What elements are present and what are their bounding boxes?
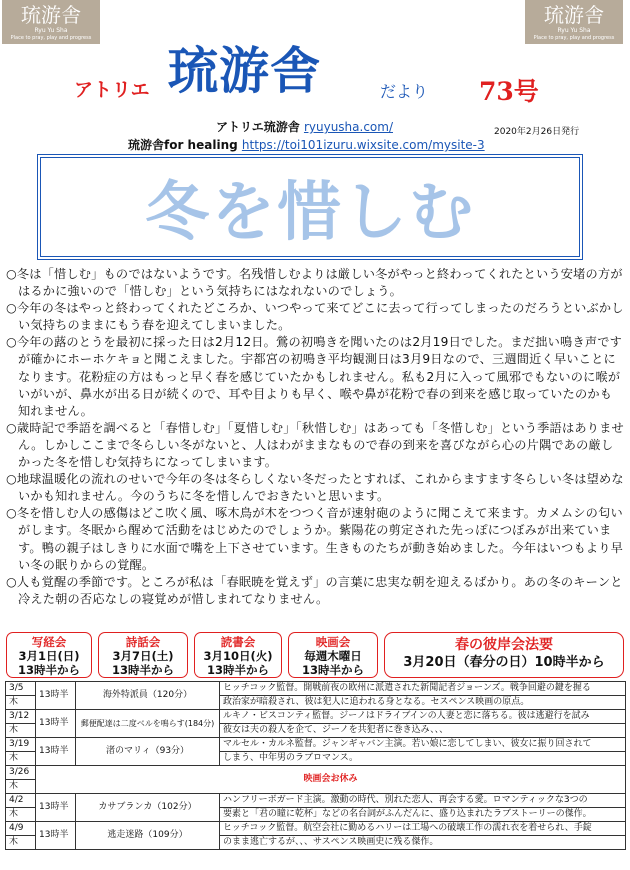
theme-box [40, 157, 580, 257]
logo-text: 琉游舎 [544, 3, 604, 27]
paragraph: ○人も覚醒の季節です。ところが私は「春眠暁を覚えず」の言葉に忠実な朝を迎えるばかり。あの冬のキーンと冷えた朝の否応なしの寝覚めが惜しまれてなりません。 [6, 574, 623, 606]
paragraph: ○冬を惜しむ人の感傷はどこ吹く風、啄木鳥が木をつつく音が速射砲のように聞こえて来ます。カメムシの匂いがします。冬眠から醒めて活動をはじめたのでしょうか。紫陽花の剪定された先っぽにつぼみが出来ています。鴨の親子はしきりに水面で嘴を上下させています。生きものたちが動き始めました。今年はいつもより早い冬の眠りからの覚醒。 [6, 506, 624, 572]
atelier-label: アトリエ琉游舎 [216, 120, 304, 134]
event-date: 毎週木曜日 [304, 649, 362, 663]
event-date: 3月10日(火) [203, 649, 273, 663]
event-name: 写経会 [31, 635, 67, 649]
schedule-day: 木 [6, 836, 36, 850]
logo-tagline: Place to pray, play and progress [10, 35, 92, 41]
paragraph: ○地球温暖化の流れのせいで今年の冬は冬らしくない冬だったとすれば、これからますます冬らしい冬は望めないかも知れません。今のうちに冬を惜しんでおきたいと思います。 [6, 472, 624, 504]
schedule-time: 13時半 [36, 738, 76, 766]
masthead-suffix: だより [380, 82, 429, 101]
schedule-day: 木 [6, 780, 36, 794]
atelier-link[interactable]: ryuyusha.com/ [303, 120, 393, 134]
event-sutra [6, 632, 92, 678]
table-row [6, 710, 626, 724]
schedule-time: 13時半 [36, 682, 76, 710]
schedule-desc: のまま逃亡するが、、、サスペンス映画史に残る傑作。 [220, 836, 626, 850]
paragraph: ○歳時記で季語を調べると「春惜しむ」「夏惜しむ」「秋惜しむ」はあっても「冬惜しむ」という季語はありません。しかしここまで冬らしい冬がないと、人はわがままなもので春の到来を喜びながら心の片隅であの厳しかった冬を惜しむ気持ちになってしまいます。 [6, 420, 624, 470]
table-row [6, 738, 626, 752]
issue-date: 2020年2月26日発行 [494, 127, 580, 137]
event-date: 3月7日(土) [112, 649, 174, 663]
schedule-day: 木 [6, 808, 36, 822]
schedule-title: カサブランカ（102分） [76, 794, 220, 822]
masthead-prefix: アトリエ [74, 79, 150, 101]
masthead-title: 琉游舎 [168, 41, 321, 100]
schedule-desc: 彼女は夫の殺人を企て、ジーノを共犯者に巻き込み、、、 [220, 724, 626, 738]
logo-tagline: Place to pray, play and progress [533, 35, 615, 41]
schedule-date: 4/9 [6, 822, 36, 836]
event-time: 13時半から [301, 663, 364, 677]
event-higan [384, 632, 624, 678]
event-time: 13時半から [206, 663, 269, 677]
table-row [6, 822, 626, 836]
table-row [6, 682, 626, 696]
schedule-desc: ヒッチコック監督。航空会社に勤めるハリーは工場への破壊工作の濡れ衣を着せられ、手錠 [220, 822, 626, 836]
paragraph: ○今年の冬はやっと終わってくれたどころか、いつやって来てどこに去って行ってしまったのだろうといぶかしい気持ちのままにもう春を迎えてしまいました。 [6, 301, 624, 333]
paragraph: ○冬は「惜しむ」ものではないようです。名残惜しむよりは厳しい冬がやっと終わってくれたという安堵の方がはるかに強いので「惜しむ」という気持ちにはなれないのでしょう。 [6, 267, 623, 299]
schedule-day: 木 [6, 752, 36, 766]
schedule-desc: 要素と「君の瞳に乾杯」などの名台詞がふんだんに、盛り込まれたラブストーリーの傑作。 [220, 808, 626, 822]
schedule-date: 3/12 [6, 710, 36, 724]
theme-title: 冬を惜しむ [145, 176, 475, 250]
schedule-desc: しまう、中年男のラブロマンス。 [220, 752, 626, 766]
schedule-desc: ルキノ・ビスコンティ監督。ジーノはドライブインの人妻と恋に落ちる。彼は逃避行を試み [220, 710, 626, 724]
event-name: 映画会 [315, 635, 351, 649]
masthead [74, 36, 554, 106]
issue-number: 73号 [479, 77, 539, 106]
event-name: 詩話会 [125, 635, 161, 649]
event-poetry [98, 632, 188, 678]
schedule-day: 木 [6, 696, 36, 710]
schedule-desc: ヒッチコック監督。開戦前夜の欧州に派遣された新聞記者ジョーンズ。戦争回避の鍵を握る [220, 682, 626, 696]
schedule-title: 海外特派員（120分） [76, 682, 220, 710]
schedule-time: 13時半 [36, 710, 76, 738]
logo-sub: Ryu Yu Sha [557, 27, 591, 34]
schedule-date: 3/26 [6, 766, 36, 780]
schedule-title: 郵便配達は二度ベルを鳴らす(184分) [76, 710, 220, 738]
schedule-time: 13時半 [36, 794, 76, 822]
schedule-desc: ハンフリーボガード主演。激動の時代、別れた恋人、再会する愛。ロマンティックな3つの [220, 794, 626, 808]
table-row [6, 766, 626, 780]
event-reading [194, 632, 282, 678]
schedule-off-notice: 映画会お休み [36, 766, 626, 794]
healing-site [128, 136, 485, 153]
healing-label: 琉游舎for healing [128, 138, 242, 152]
event-date: 3月1日(日) [18, 649, 80, 663]
logo-text: 琉游舎 [21, 3, 81, 27]
logo-sub: Ryu Yu Sha [34, 27, 68, 34]
event-name: 読書会 [220, 635, 256, 649]
article-body [6, 266, 624, 608]
event-time: 13時半から [17, 663, 80, 677]
event-time: 13時半から [111, 663, 174, 677]
table-row [6, 794, 626, 808]
schedule-desc: 政治家が暗殺され、彼は犯人に追われる身となる。セスペンス映画の原点。 [220, 696, 626, 710]
schedule-day: 木 [6, 724, 36, 738]
schedule-title: 渚のマリィ（93分） [76, 738, 220, 766]
schedule-date: 4/2 [6, 794, 36, 808]
schedule-date: 3/5 [6, 682, 36, 696]
event-when: 3月20日（春分の日）10時半から [403, 655, 605, 670]
healing-link[interactable]: https://toi101izuru.wixsite.com/mysite-3 [241, 138, 485, 152]
atelier-site [216, 118, 393, 135]
event-movie [288, 632, 378, 678]
event-name: 春の彼岸会法要 [455, 637, 553, 653]
schedule-desc: マルセル・カルネ監督。ジャンギャバン主演。若い娘に恋してしまい、彼女に振り回されて [220, 738, 626, 752]
movie-schedule [5, 681, 626, 850]
schedule-date: 3/19 [6, 738, 36, 752]
schedule-title: 逃走迷路（109分） [76, 822, 220, 850]
paragraph: ○今年の蕗のとうを最初に採った日は2月12日。鶯の初鳴きを聞いたのは2月19日でした。まだ拙い鳴き声ですが確かにホーホケキョと聞こえました。宇都宮の初鳴き平均観測日は3月9日なので、三週間近く早いことになります。花粉症の方はもっと早く春を感じていたかもしれません。私も2月に入って風邪でもないのに喉がいがいが、鼻水が出る日が続くので、耳や目よりも早く、喉や鼻が花粉で春の到来を感じ取っていたのかも知れません。 [6, 335, 622, 418]
schedule-time: 13時半 [36, 822, 76, 850]
events-row [6, 632, 624, 678]
